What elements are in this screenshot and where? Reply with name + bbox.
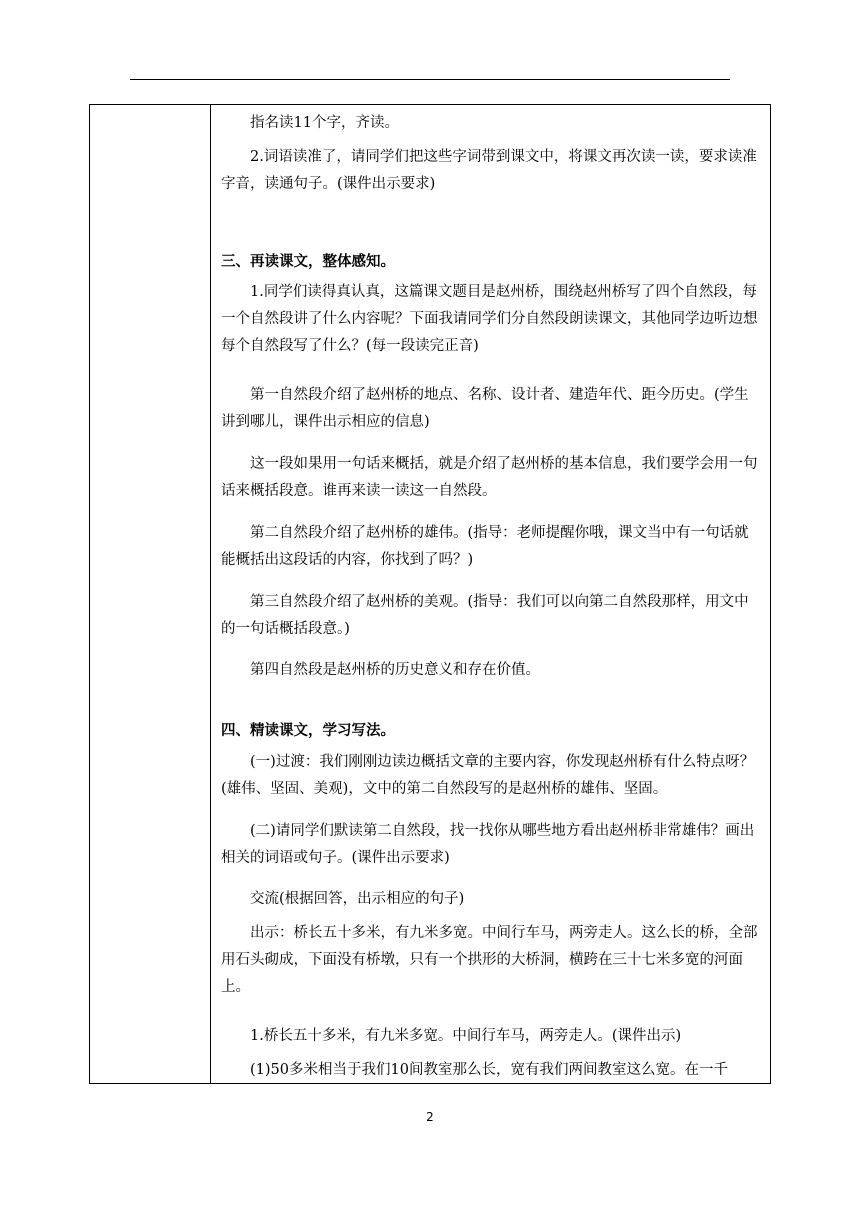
paragraph: 2.词语读准了，请同学们把这些字词带到课文中，将课文再次读一读，要求读准字音，读通句子。(课件出示要求) [221,149,757,192]
paragraph: 第一自然段介绍了赵州桥的地点、名称、设计者、建造年代、距今历史。(学生讲到哪儿，课件出示相应的信息) [221,387,749,430]
paragraph: 这一段如果用一句话来概括，就是介绍了赵州桥的基本信息，我们要学会用一句话来概括段意。谁再来读一读这一自然段。 [221,456,758,499]
paragraph: 1.桥长五十多米，有九米多宽。中间行车马，两旁走人。(课件出示) [250,1028,682,1044]
table-right-column [212,105,770,1083]
header-rule [130,79,730,80]
paragraph: 交流(根据回答，出示相应的句子) [250,891,465,907]
paragraph: (1)50多米相当于我们10间教室那么长，宽有我们两间教室这么宽。在一千 [250,1062,728,1078]
lesson-table [89,104,771,1084]
paragraph: 第三自然段介绍了赵州桥的美观。(指导：我们可以向第二自然段那样，用文中的一句话概括段意。) [221,594,749,637]
paragraph: 第四自然段是赵州桥的历史意义和存在价值。 [250,662,540,678]
table-left-column [90,105,211,1083]
page-number: 2 [426,1110,434,1124]
paragraph: 1.同学们读得真认真，这篇课文题目是赵州桥，围绕赵州桥写了四个自然段，每一个自然段讲了什么内容呢？下面我请同学们分自然段朗读课文，其他同学边听边想每个自然段写了什么？(每一段读完正音) [221,284,758,354]
paragraph: 出示：桥长五十多米，有九米多宽。中间行车马，两旁走人。这么长的桥，全部用石头砌成，下面没有桥墩，只有一个拱形的大桥洞，横跨在三十七米多宽的河面上。 [221,925,758,995]
section-heading: 四、精读课文，学习写法。 [221,722,395,739]
paragraph: (一)过渡：我们刚刚边读边概括文章的主要内容，你发现赵州桥有什么特点呀？(雄伟、坚固、美观)，文中的第二自然段写的是赵州桥的雄伟、坚固。 [221,754,755,797]
section-heading: 三、再读课文，整体感知。 [221,253,395,270]
paragraph: (二)请同学们默读第二自然段，找一找你从哪些地方看出赵州桥非常雄伟？画出相关的词语或句子。(课件出示要求) [221,823,755,866]
paragraph: 指名读11个字，齐读。 [250,115,399,131]
paragraph: 第二自然段介绍了赵州桥的雄伟。(指导：老师提醒你哦，课文当中有一句话就能概括出这段话的内容，你找到了吗？) [221,525,749,568]
